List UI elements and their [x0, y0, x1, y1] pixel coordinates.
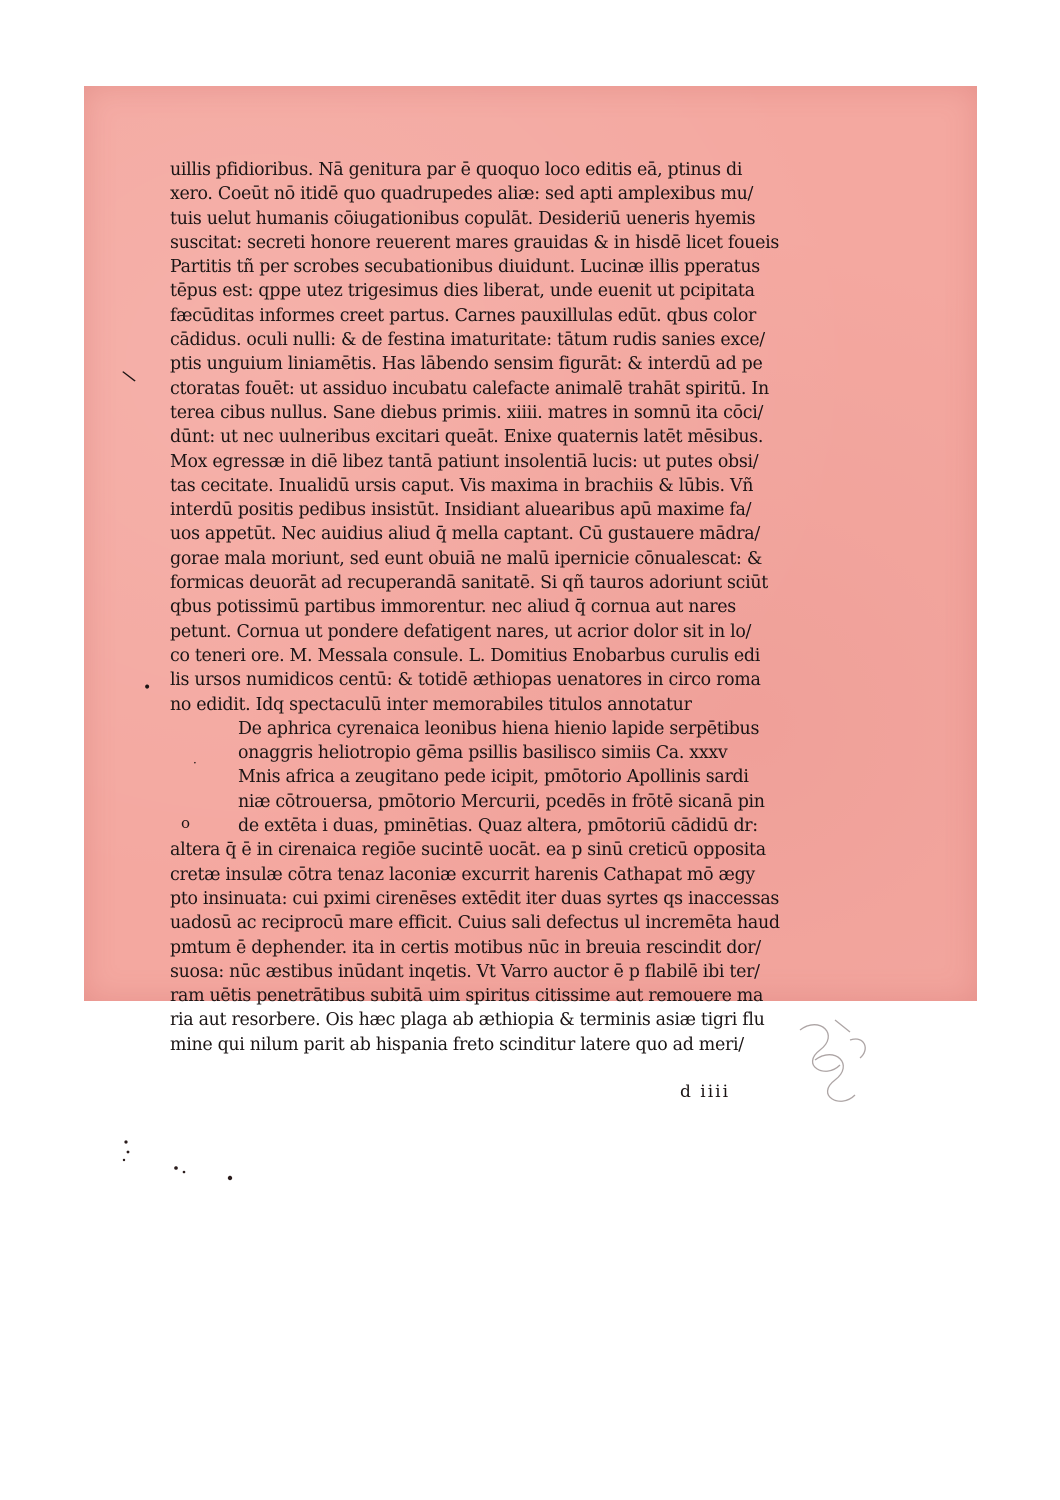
text-line: altera q̄ ē in cirenaica regiōe sucintē uocāt. ea p sinū creticū opposita	[170, 840, 766, 861]
text-line: pmtum ē dephender. ita in certis motibus nūc in breuia rescindit dor/	[170, 937, 761, 958]
text-line: niæ cōtrouersa, pmōtorio Mercurii, pcedēs in frōtē sicanā pin	[238, 791, 765, 812]
text-line: petunt. Cornua ut pondere defatigent nares, ut acrior dolor sit in lo/	[170, 621, 752, 642]
text-line: xero. Coeūt nō itidē quo quadrupedes aliæ: sed apti amplexibus mu/	[170, 184, 754, 205]
text-line: ptis unguium liniamētis. Has lābendo sensim figurāt: & interdū ad pe	[170, 354, 763, 375]
text-line: interdū positis pedibus insistūt. Insidiant aluearibus apū maxime fa/	[170, 500, 752, 521]
text-line: ctoratas fouēt: ut assiduo incubatu calefacte animalē trahāt spiritū. In	[170, 378, 769, 399]
printed-text-block	[170, 158, 820, 1057]
text-line: de extēta i duas, pminētias. Quaz altera, pmōtoriū cādidū dr:	[238, 816, 758, 837]
text-line: dūnt: ut nec uulneribus excitari queāt. Enixe quaternis latēt mēsibus.	[170, 427, 764, 448]
text-line: uillis pfidioribus. Nā genitura par ē quoquo loco editis eā, ptinus di	[170, 160, 743, 180]
text-line: suosa: nūc æstibus inūdant inqetis. Vt Varro auctor ē p flabilē ibi ter/	[170, 961, 760, 982]
text-line: ram uētis penetrātibus subitā uim spiritus citissime aut remouere ma	[170, 986, 764, 1007]
text-line: cādidus. oculi nulli: & de festina imaturitate: tātum rudis sanies exce/	[170, 330, 765, 351]
margin-tick-mark-icon: \	[120, 366, 138, 387]
chapter-heading-line: onaggris heliotropio gēma psillis basilisco simiis Ca. xxxv	[238, 743, 728, 764]
margin-dot-mark-icon: ·	[193, 756, 197, 770]
text-line: uos appetūt. Nec auidius aliud q̄ mella captant. Cū gustauere mādra/	[170, 524, 760, 545]
text-line: pto insinuata: cui pximi cirenēses extēdit iter duas syrtes qs inaccessas	[170, 888, 780, 909]
text-line: terea cibus nullus. Sane diebus primis. xiiii. matres in somnū ita cōci/	[170, 402, 764, 423]
text-line: formicas deuorāt ad recuperandā sanitatē. Si qñ tauros adoriunt sciūt	[170, 573, 768, 594]
chapter-heading-line: De aphrica cyrenaica leonibus hiena hienio lapide serpētibus	[238, 718, 760, 739]
text-line: gorae mala moriunt, sed eunt obuiā ne malū ipernicie cōnualescat: &	[170, 548, 763, 569]
text-line: Partitis tñ per scrobes secubationibus diuidunt. Lucinæ illis pperatus	[170, 257, 760, 278]
text-line: tuis uelut humanis cōiugationibus copulāt. Desideriū ueneris hyemis	[170, 208, 756, 229]
text-line: no edidit. Idq spectaculū inter memorabiles titulos annotatur	[170, 694, 692, 715]
text-line: cretæ insulæ cōtra tenaz laconiæ excurrit harenis Cathapat mō ægy	[170, 864, 755, 885]
text-line: fæcūditas informes creet partus. Carnes pauxillulas edūt. qbus color	[170, 305, 757, 326]
text-line: Mox egressæ in diē libez tantā patiunt insolentiā lucis: ut putes obsi/	[170, 451, 759, 472]
text-line: qbus potissimū partibus immorentur. nec aliud q̄ cornua aut nares	[170, 597, 736, 618]
margin-dot-mark-icon: •	[143, 680, 152, 696]
margin-o-mark-icon: o	[181, 814, 191, 832]
text-line: mine qui nilum parit ab hispania freto scinditur latere quo ad meri/	[170, 1034, 744, 1055]
folio-signature: d iiii	[680, 1082, 731, 1102]
ink-specks-icon	[118, 1138, 248, 1188]
text-line: uadosū ac reciprocū mare efficit. Cuius sali defectus ul incremēta haud	[170, 913, 780, 934]
text-line: suscitat: secreti honore reuerent mares grauidas & in hisdē licet foueis	[170, 232, 779, 253]
text-line: co teneri ore. M. Messala consule. L. Domitius Enobarbus curulis edi	[170, 645, 760, 666]
text-line: Mnis africa a zeugitano pede icipit, pmōtorio Apollinis sardi	[238, 767, 749, 788]
text-line: tēpus est: qppe utez trigesimus dies liberat, unde euenit ut pcipitata	[170, 281, 755, 302]
text-line: lis ursos numidicos centū: & totidē æthiopas uenatores in circo roma	[170, 670, 761, 691]
text-line: tas cecitate. Inualidū ursis caput. Vis maxima in brachiis & lūbis. Vñ	[170, 475, 754, 496]
text-line: ria aut resorbere. Ois hæc plaga ab æthiopia & terminis asiæ tigri flu	[170, 1010, 765, 1031]
stamp-watermark-icon	[780, 1010, 880, 1120]
